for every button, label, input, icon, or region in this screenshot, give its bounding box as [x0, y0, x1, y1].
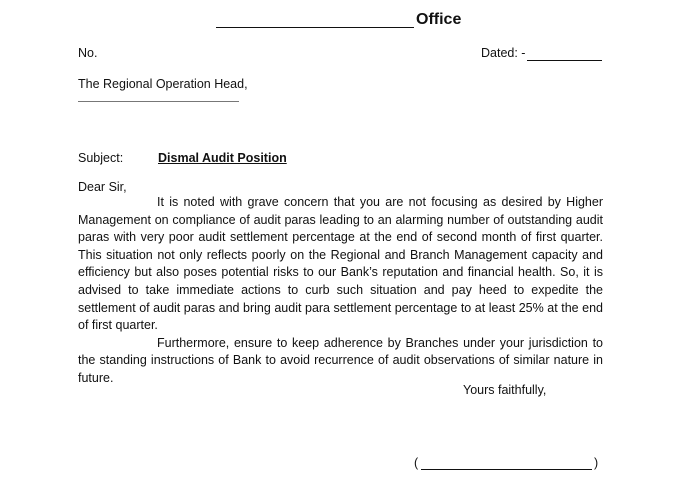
date-blank-line	[527, 60, 602, 61]
salutation: Dear Sir,	[78, 180, 127, 194]
dated-label: Dated: -	[481, 46, 526, 60]
recipient-address-blank-line	[78, 101, 239, 102]
recipient-title: The Regional Operation Head,	[78, 77, 248, 91]
office-name-blank-line	[216, 27, 414, 28]
office-title: Office	[416, 11, 462, 28]
body-paragraph-2: Furthermore, ensure to keep adherence by Branches under your jurisdiction to the standing instructions of Bank to avoid recurrence of audit observations of similar nature in future.	[78, 335, 603, 385]
letter-body	[78, 194, 603, 388]
body-paragraph-1: It is noted with grave concern that you are not focusing as desired by Higher Management on compliance of audit paras leading to an alarming number of outstanding audit paras with very poor audit settlement percentage at the end of second month of first quarter. This situation not only reflects poorly on the Regional and Branch Management capacity and efficiency but also poses potential risks to our Bank’s reputation and financial health. So, it is advised to take immediate actions to curb such situation and pay heed to expedite the settlement of audit paras and bring audit para settlement percentage to at least 25% at the end of first quarter.	[78, 195, 603, 333]
signature-open-paren: (	[414, 456, 419, 470]
subject-text: Dismal Audit Position	[158, 151, 287, 165]
closing: Yours faithfully,	[463, 383, 547, 397]
signature-blank-line	[421, 469, 592, 470]
reference-number-label: No.	[78, 46, 98, 60]
signature-close-paren: )	[594, 456, 599, 470]
subject-label: Subject:	[78, 151, 124, 165]
